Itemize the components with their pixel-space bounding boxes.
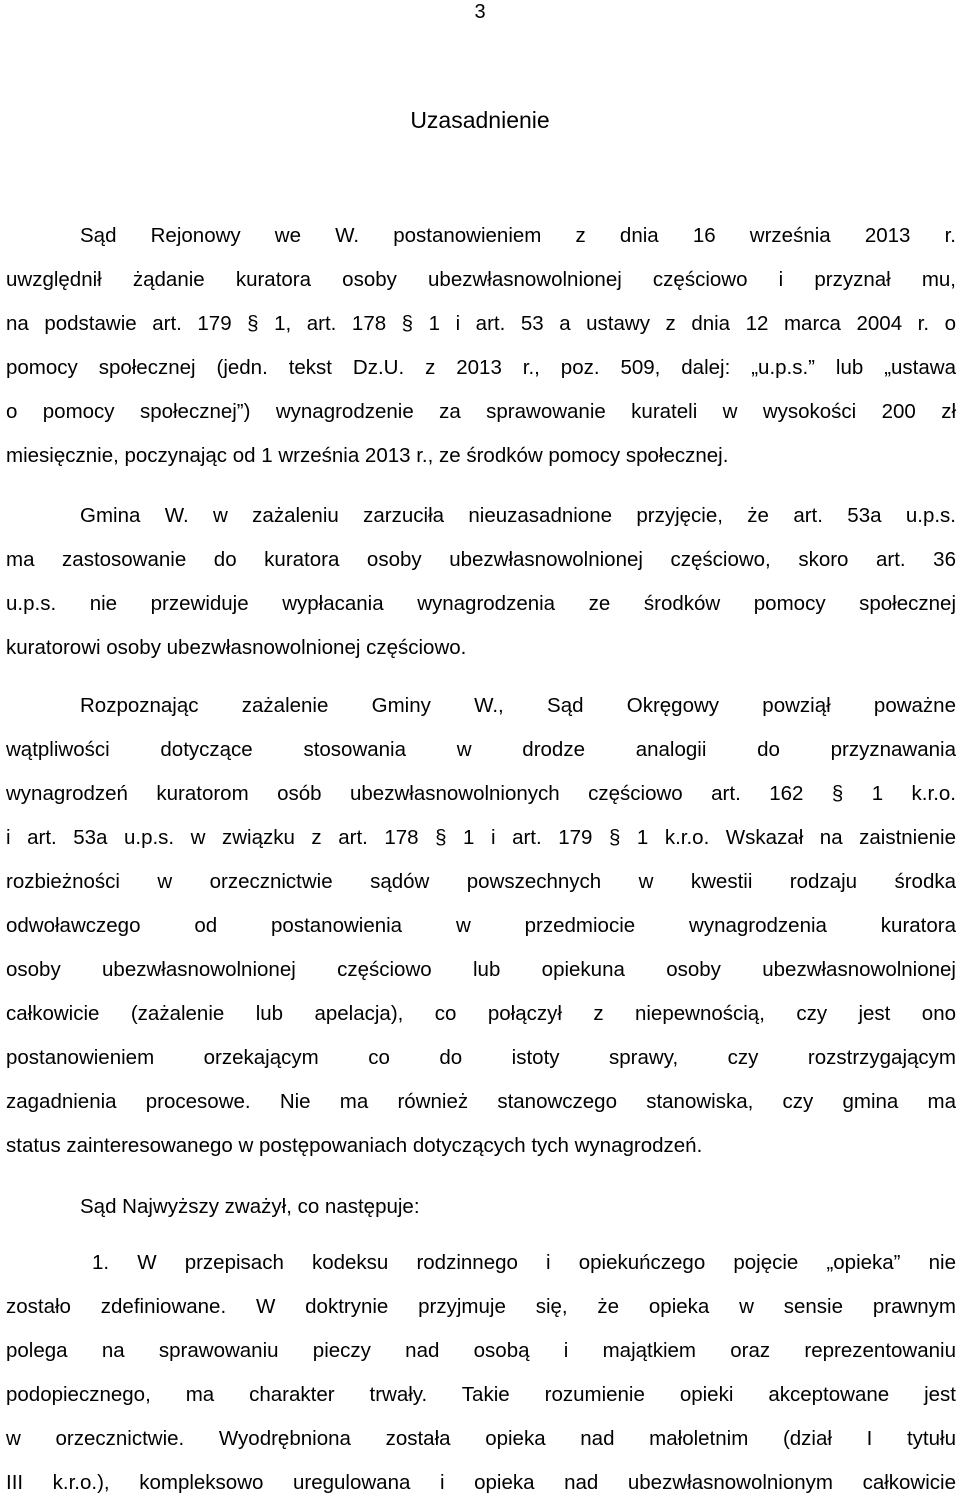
paragraph-line: postanowieniem orzekającym co do istoty sprawy, czy rozstrzygającym: [6, 1046, 956, 1069]
paragraph-line: na podstawie art. 179 § 1, art. 178 § 1 i art. 53 a ustawy z dnia 12 marca 2004 r. o: [6, 312, 956, 335]
page-number: 3: [474, 1, 486, 23]
paragraph-line: zagadnienia procesowe. Nie ma również stanowczego stanowiska, czy gmina ma: [6, 1090, 956, 1113]
paragraph-line: Sąd Najwyższy zważył, co następuje:: [80, 1195, 420, 1218]
paragraph-line: uwzględnił żądanie kuratora osoby ubezwłasnowolnionej częściowo i przyznał mu,: [6, 268, 956, 291]
paragraph-point-1: [6, 1241, 956, 1505]
paragraph-line: Sąd Rejonowy we W. postanowieniem z dnia 16 września 2013 r.: [80, 224, 956, 247]
paragraph-line: i art. 53a u.p.s. w związku z art. 178 § 1 i art. 179 § 1 k.r.o. Wskazał na zaistnienie: [6, 826, 956, 849]
paragraph-line: odwoławczego od postanowienia w przedmiocie wynagrodzenia kuratora: [6, 914, 956, 937]
paragraph-line: Gmina W. w zażaleniu zarzuciła nieuzasadnione przyjęcie, że art. 53a u.p.s.: [80, 504, 956, 527]
paragraph-line: kuratorowi osoby ubezwłasnowolnionej częściowo.: [6, 636, 467, 659]
paragraph-line: osoby ubezwłasnowolnionej częściowo lub opiekuna osoby ubezwłasnowolnionej: [6, 958, 956, 981]
document-title: Uzasadnienie: [410, 107, 550, 133]
paragraph-line: o pomocy społecznej”) wynagrodzenie za sprawowanie kurateli w wysokości 200 zł: [6, 400, 956, 423]
paragraph-regional-court-doubts: [6, 684, 956, 1168]
paragraph-gmina-complaint: [6, 494, 956, 670]
paragraph-line: ma zastosowanie do kuratora osoby ubezwłasnowolnionej częściowo, skoro art. 36: [6, 548, 956, 571]
paragraph-first-instance-ruling: [6, 214, 956, 478]
paragraph-line: polega na sprawowaniu pieczy nad osobą i majątkiem oraz reprezentowaniu: [6, 1339, 956, 1362]
paragraph-line: status zainteresowanego w postępowaniach dotyczących tych wynagrodzeń.: [6, 1134, 703, 1157]
paragraph-line: miesięcznie, poczynając od 1 września 2013 r., ze środków pomocy społecznej.: [6, 444, 729, 467]
paragraph-line: Rozpoznając zażalenie Gminy W., Sąd Okręgowy powziął poważne: [80, 694, 956, 717]
paragraph-supreme-court-intro: [6, 1185, 956, 1229]
paragraph-line: wątpliwości dotyczące stosowania w drodze analogii do przyznawania: [6, 738, 956, 761]
paragraph-line: 1. W przepisach kodeksu rodzinnego i opiekuńczego pojęcie „opieka” nie: [92, 1251, 956, 1274]
paragraph-line: w orzecznictwie. Wyodrębniona została opieka nad małoletnim (dział I tytułu: [6, 1427, 956, 1450]
paragraph-line: wynagrodzeń kuratorom osób ubezwłasnowolnionych częściowo art. 162 § 1 k.r.o.: [6, 782, 956, 805]
paragraph-line: u.p.s. nie przewiduje wypłacania wynagrodzenia ze środków pomocy społecznej: [6, 592, 956, 615]
paragraph-line: zostało zdefiniowane. W doktrynie przyjmuje się, że opieka w sensie prawnym: [6, 1295, 956, 1318]
paragraph-line: całkowicie (zażalenie lub apelacja), co połączył z niepewnością, czy jest ono: [6, 1002, 956, 1025]
paragraph-line: podopiecznego, ma charakter trwały. Takie rozumienie opieki akceptowane jest: [6, 1383, 956, 1406]
paragraph-line: III k.r.o.), kompleksowo uregulowana i opieka nad ubezwłasnowolnionym całkowicie: [6, 1471, 956, 1494]
paragraph-line: pomocy społecznej (jedn. tekst Dz.U. z 2013 r., poz. 509, dalej: „u.p.s.” lub „ustawa: [6, 356, 956, 379]
paragraph-line: rozbieżności w orzecznictwie sądów powszechnych w kwestii rodzaju środka: [6, 870, 956, 893]
